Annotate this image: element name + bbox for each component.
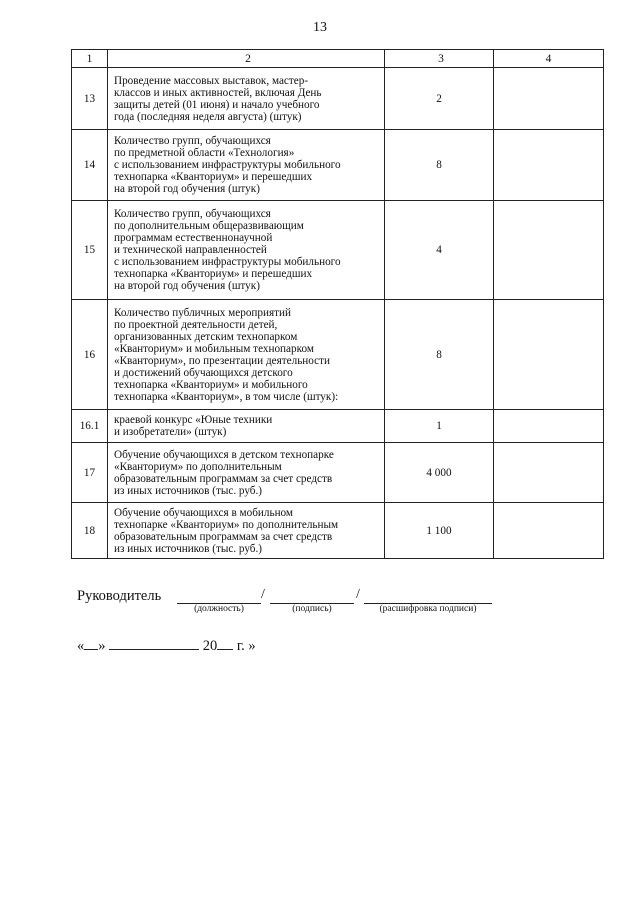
row-description: краевой конкурс «Юные техники и изобретатели» (штук) bbox=[108, 410, 385, 443]
year-prefix: 20 bbox=[202, 638, 218, 654]
row-value: 2 bbox=[385, 68, 494, 130]
row-value: 1 100 bbox=[385, 503, 494, 559]
table-row bbox=[72, 503, 604, 559]
row-value: 1 bbox=[385, 410, 494, 443]
row-number: 13 bbox=[72, 68, 108, 130]
row-number: 16.1 bbox=[72, 410, 108, 443]
separator: / bbox=[261, 587, 265, 602]
position-caption: (должность) bbox=[194, 604, 244, 614]
column-header-2: 2 bbox=[108, 50, 385, 68]
day-blank bbox=[84, 637, 98, 650]
row-value: 4 bbox=[385, 201, 494, 300]
row-number: 15 bbox=[72, 201, 108, 300]
open-quote: « bbox=[77, 638, 85, 654]
row-extra bbox=[494, 130, 604, 201]
column-header-1: 1 bbox=[72, 50, 108, 68]
row-description: Количество публичных мероприятий по проектной деятельности детей, организованных детским технопарком «Кванториум» и мобильным технопарком «Кванториум», по презентации деятельности и достижений обучающихся детского технопарка «Кванториум» и мобильного технопарка «Кванториум», в том числе (штук): bbox=[108, 300, 385, 410]
signature-caption: (подпись) bbox=[292, 604, 332, 614]
table-row bbox=[72, 410, 604, 443]
row-description: Проведение массовых выставок, мастер- классов и иных активностей, включая День защиты детей (01 июня) и начало учебного года (последняя неделя августа) (штук) bbox=[108, 68, 385, 130]
row-number: 18 bbox=[72, 503, 108, 559]
row-number: 16 bbox=[72, 300, 108, 410]
row-extra bbox=[494, 443, 604, 503]
date-line bbox=[77, 637, 256, 655]
decoding-caption: (расшифровка подписи) bbox=[379, 604, 477, 614]
row-description: Количество групп, обучающихся по дополнительным общеразвивающим программам естественнонаучной и технической направленностей с использованием инфраструктуры мобильного технопарка «Кванториум» и перешедших на второй год обучения (штук) bbox=[108, 201, 385, 300]
row-number: 17 bbox=[72, 443, 108, 503]
page-number: 13 bbox=[313, 20, 327, 35]
row-extra bbox=[494, 503, 604, 559]
close-quote: » bbox=[98, 638, 106, 654]
row-extra bbox=[494, 410, 604, 443]
year-suffix: г. » bbox=[236, 638, 256, 654]
month-blank bbox=[109, 637, 199, 650]
row-description: Количество групп, обучающихся по предметной области «Технология» с использованием инфраструктуры мобильного технопарка «Кванториум» и перешедших на второй год обучения (штук) bbox=[108, 130, 385, 201]
row-description: Обучение обучающихся в мобильном технопарке «Кванториум» по дополнительным образовательным программам за счет средств из иных источников (тыс. руб.) bbox=[108, 503, 385, 559]
report-table bbox=[71, 49, 604, 559]
signature-label: Руководитель bbox=[77, 588, 162, 604]
column-header-3: 3 bbox=[385, 50, 494, 68]
row-value: 8 bbox=[385, 300, 494, 410]
column-header-4: 4 bbox=[494, 50, 604, 68]
row-number: 14 bbox=[72, 130, 108, 201]
row-value: 8 bbox=[385, 130, 494, 201]
separator: / bbox=[356, 587, 360, 602]
signature-block bbox=[77, 588, 557, 628]
row-extra bbox=[494, 201, 604, 300]
table-row bbox=[72, 201, 604, 300]
table-row bbox=[72, 68, 604, 130]
table-row bbox=[72, 300, 604, 410]
row-description: Обучение обучающихся в детском технопарке «Кванториум» по дополнительным образовательным программам за счет средств из иных источников (тыс. руб.) bbox=[108, 443, 385, 503]
table-row bbox=[72, 130, 604, 201]
row-extra bbox=[494, 68, 604, 130]
table-header-row bbox=[72, 50, 604, 68]
row-extra bbox=[494, 300, 604, 410]
table-row bbox=[72, 443, 604, 503]
row-value: 4 000 bbox=[385, 443, 494, 503]
year-blank bbox=[217, 637, 233, 650]
